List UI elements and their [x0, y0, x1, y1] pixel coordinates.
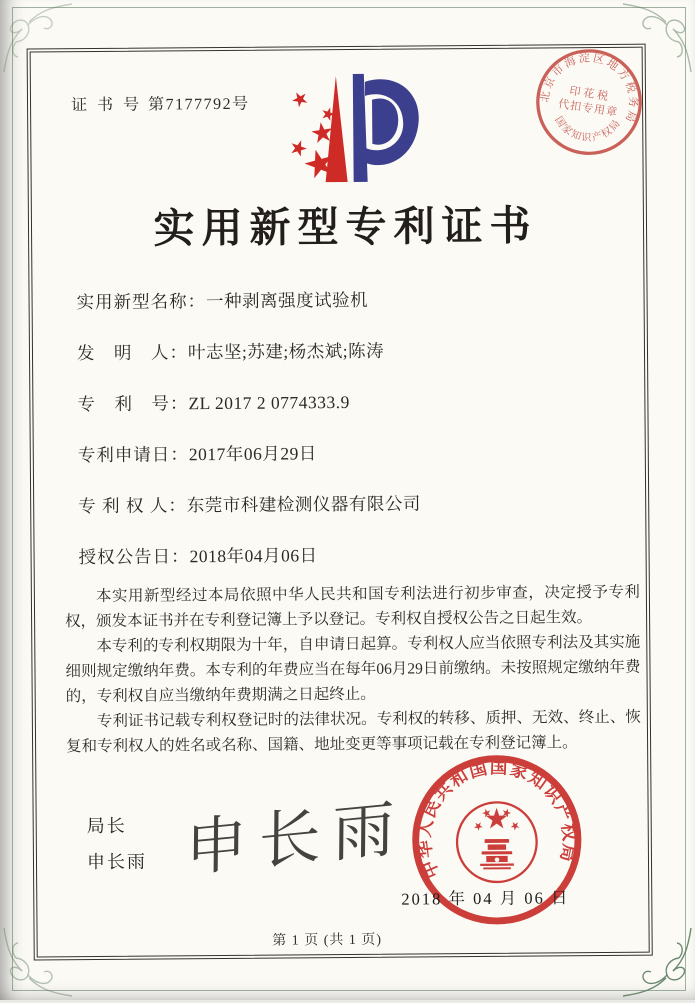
certificate-title: 实用新型专利证书	[153, 202, 538, 252]
field-value: 2017年06月29日	[188, 443, 317, 465]
legal-text	[65, 580, 641, 760]
field-label: 专 利 号：	[77, 393, 189, 415]
certificate-fields	[77, 287, 636, 597]
field-value: 东莞市科建检测仪器有限公司	[186, 493, 421, 516]
tax-stamp-center-line2: 代扣专用章	[557, 98, 619, 120]
tax-office-stamp-icon	[523, 36, 655, 168]
legal-paragraph-2: 本专利的专利权期限为十年，自申请日起算。专利权人应当依照专利法及其实施细则规定缴纳年费。本专利的年费应当在每年06月29日前缴纳。未按照规定缴纳年费的，专利权自应当缴纳年费期满之日起终止。	[65, 633, 641, 706]
tax-stamp-arc-bottom: 国家知识产权局	[552, 114, 624, 145]
field-filing-date	[78, 440, 635, 466]
field-value: ZL 2017 2 0774333.9	[188, 391, 350, 414]
director-name: 申长雨	[86, 851, 148, 873]
field-label: 发 明 人：	[76, 342, 189, 364]
field-patent-number	[77, 389, 634, 415]
field-utility-model-name	[77, 287, 634, 313]
certificate-number-value: 第7177792号	[147, 95, 250, 114]
field-value: 2018年04月06日	[189, 545, 318, 567]
field-label: 专利申请日：	[77, 444, 189, 466]
field-value: 一种剥离强度试验机	[206, 289, 369, 312]
cnipa-patent-logo-icon	[273, 69, 424, 192]
certificate-number-label: 证 书 号	[70, 96, 143, 115]
director-signature: 申长雨	[184, 794, 407, 885]
seal-ring-text: 中华人民共和国国家知识产权局	[413, 757, 580, 882]
page-footer: 第 1 页 (共 1 页)	[272, 932, 383, 949]
legal-paragraph-3: 专利证书记载专利权登记时的法律状况。专利权的转移、质押、无效、终止、恢复和专利权人的姓名或名称、国籍、地址变更等事项记载在专利登记簿上。	[66, 708, 641, 756]
field-label: 专 利 权 人：	[78, 495, 187, 517]
field-patentee	[78, 491, 635, 517]
field-inventors	[77, 338, 634, 364]
legal-paragraph-1: 本实用新型经过本局依照中华人民共和国专利法进行初步审查，决定授予专利权，颁发本证书并在专利登记簿上予以登记。专利权自授权公告之日起生效。	[65, 583, 640, 631]
seal-issue-date: 2018 年 04 月 06 日	[401, 888, 570, 909]
tax-stamp-center-line1: 印花税	[568, 85, 612, 104]
field-label: 授权公告日：	[78, 546, 190, 568]
field-label: 实用新型名称：	[76, 291, 207, 313]
field-grant-date	[79, 542, 636, 568]
field-value: 叶志坚;苏建;杨杰斌;陈涛	[187, 340, 385, 363]
tax-stamp-arc-top: 北京市海淀区地方税务局	[538, 52, 639, 126]
national-emblem-icon	[457, 802, 537, 882]
certificate-number	[71, 91, 250, 115]
director-role: 局长	[86, 815, 127, 837]
